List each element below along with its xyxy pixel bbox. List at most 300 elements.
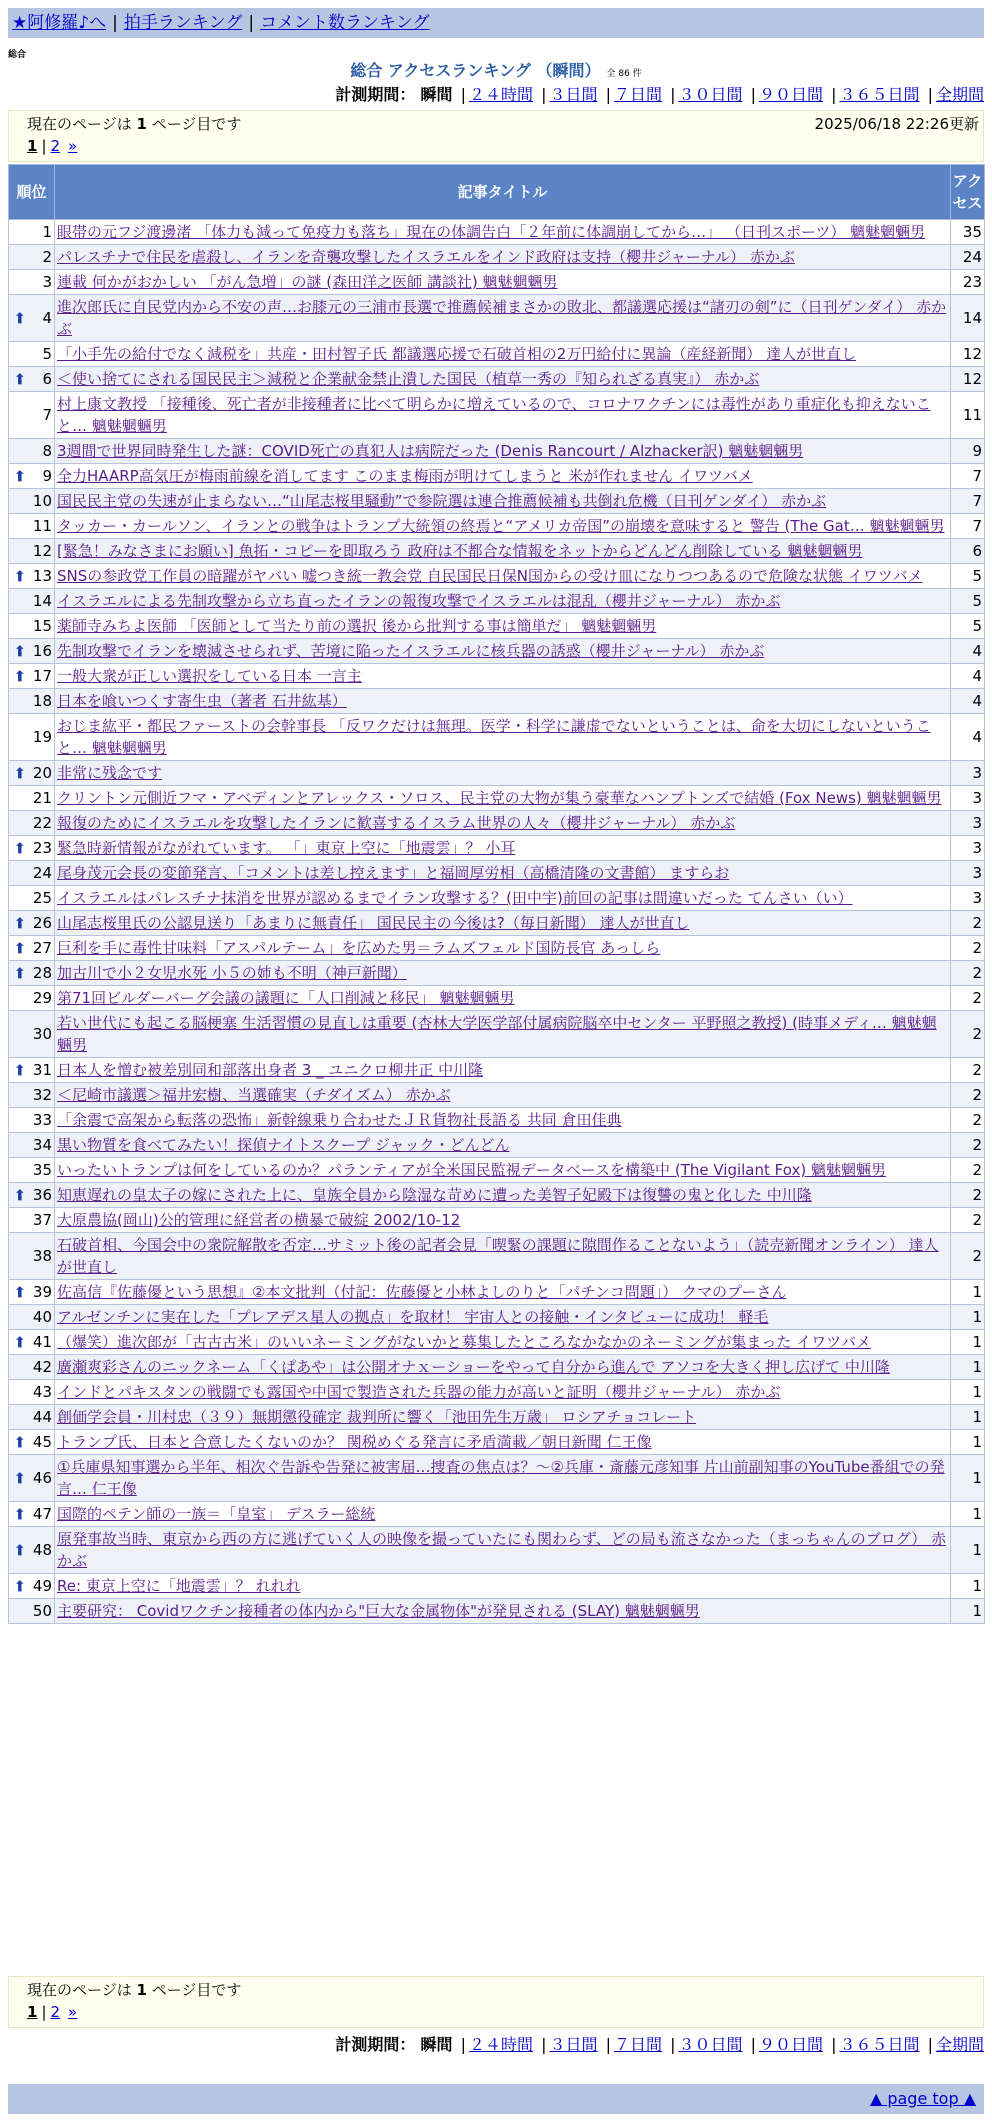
rank-number: 11 bbox=[32, 517, 52, 535]
title-cell bbox=[55, 714, 951, 761]
article-link[interactable]: いったいトランプは何をしているのか？パランティアが全米国民監視データベースを構築中 (The Vigilant Fox) 魑魅魍魎男 bbox=[57, 1161, 886, 1179]
article-link[interactable]: 日本人を憎む被差別同和部落出身者 3 _ ユニクロ柳井正 中川隆 bbox=[57, 1061, 484, 1079]
article-link[interactable]: インドとパキスタンの戦闘でも露国や中国で製造された兵器の能力が高いと証明（櫻井ジャーナル） 赤かぶ bbox=[57, 1383, 781, 1401]
rank-cell bbox=[9, 1158, 55, 1183]
rank-cell bbox=[9, 539, 55, 564]
home-link[interactable]: ★阿修羅♪へ bbox=[12, 13, 107, 33]
table-row bbox=[9, 1355, 985, 1380]
page-2-link[interactable]: 2 bbox=[50, 137, 61, 155]
current-page-text: 現在のページは 1 ページ目です bbox=[27, 1981, 242, 1999]
next-page-link[interactable]: » bbox=[68, 137, 78, 155]
article-link[interactable]: アルゼンチンに実在した「プレアデス星人の拠点」を取材！ 宇宙人との接触・インタビューに成功！ 軽毛 bbox=[57, 1308, 769, 1326]
article-link[interactable]: 眼帯の元フジ渡邊渚 「体力も減って免疫力も落ち」現在の体調告白「２年前に体調崩してから…」 （日刊スポーツ） 魑魅魍魎男 bbox=[57, 223, 926, 241]
rank-number: 1 bbox=[42, 223, 52, 241]
access-count: 2 bbox=[951, 1011, 985, 1058]
comment-ranking-link[interactable]: コメント数ランキング bbox=[260, 13, 430, 33]
rank-up-arrow-icon: ➡ bbox=[10, 1435, 29, 1449]
rank-cell bbox=[9, 911, 55, 936]
title-cell bbox=[55, 911, 951, 936]
article-link[interactable]: タッカー・カールソン、イランとの戦争はトランプ大統領の終焉と“アメリカ帝国”の崩壊を意味すると 警告 (The Gat… 魑魅魍魎男 bbox=[57, 517, 945, 535]
rank-number: 22 bbox=[32, 814, 52, 832]
access-count: 7 bbox=[951, 514, 985, 539]
article-link[interactable]: 国民民主党の失速が止まらない…“山尾志桜里騒動”で参院選は連合推薦候補も共倒れ危機（日刊ゲンダイ） 赤かぶ bbox=[57, 492, 827, 510]
rank-up-arrow-icon: ➡ bbox=[10, 372, 29, 386]
rank-number: 9 bbox=[42, 467, 52, 485]
rank-number: 12 bbox=[32, 542, 52, 560]
access-count: 3 bbox=[951, 761, 985, 786]
title-cell bbox=[55, 392, 951, 439]
rank-number: 27 bbox=[32, 939, 52, 957]
article-link[interactable]: 廣瀬爽彩さんのニックネーム「くぱあや」は公開オナｘーショーをやって自分から進んで アソコを大きく押し広げて 中川隆 bbox=[57, 1358, 890, 1376]
table-row bbox=[9, 1527, 985, 1574]
rank-cell bbox=[9, 811, 55, 836]
rank-up-arrow-icon: ➡ bbox=[10, 1285, 29, 1299]
article-link[interactable]: 国際的ペテン師の一族＝「皇室」 デスラー総統 bbox=[57, 1505, 376, 1523]
access-count: 23 bbox=[951, 270, 985, 295]
article-link[interactable]: 非常に残念です bbox=[57, 764, 163, 782]
nav-separator: | bbox=[248, 13, 255, 33]
rank-cell bbox=[9, 589, 55, 614]
period-selector-bottom: 計測期間： 瞬間 | ２４時間 | ３日間 | ７日間 | ３０日間 | ９０日間 | ３６５日間 | 全期間 bbox=[335, 2035, 984, 2054]
rank-number: 24 bbox=[32, 864, 52, 882]
title-cell bbox=[55, 614, 951, 639]
table-row bbox=[9, 614, 985, 639]
period-30d-link[interactable]: ３０日間 bbox=[678, 85, 743, 104]
rank-up-arrow-icon: ➡ bbox=[10, 841, 29, 855]
article-link[interactable]: ＜使い捨てにされる国民民主＞減税と企業献金禁止潰した国民（植草一秀の『知られざる真実』） 赤かぶ bbox=[57, 370, 760, 388]
rank-number: 50 bbox=[32, 1602, 52, 1620]
rank-number: 18 bbox=[32, 692, 52, 710]
access-count: 2 bbox=[951, 1183, 985, 1208]
table-row bbox=[9, 961, 985, 986]
access-count: 2 bbox=[951, 1133, 985, 1158]
title-cell bbox=[55, 1158, 951, 1183]
rank-up-arrow-icon: ➡ bbox=[10, 1579, 29, 1593]
period-90d-link[interactable]: ９０日間 bbox=[758, 85, 823, 104]
rank-number: 26 bbox=[32, 914, 52, 932]
period-90d-link[interactable]: ９０日間 bbox=[758, 2035, 823, 2054]
article-link[interactable]: 薬師寺みちよ医師 「医師として当たり前の選択 後から批判する事は簡単だ」 魑魅魍魎男 bbox=[57, 617, 657, 635]
access-count: 12 bbox=[951, 342, 985, 367]
rank-number: 49 bbox=[32, 1577, 52, 1595]
access-count: 3 bbox=[951, 811, 985, 836]
article-link[interactable]: トランプ氏、日本と合意したくないのか？ 関税めぐる発言に矛盾満載／朝日新聞 仁王像 bbox=[57, 1433, 652, 1451]
title-cell bbox=[55, 464, 951, 489]
rank-number: 6 bbox=[42, 370, 52, 388]
rank-cell bbox=[9, 1305, 55, 1330]
table-row bbox=[9, 1502, 985, 1527]
rank-cell bbox=[9, 1011, 55, 1058]
access-count: 2 bbox=[951, 1233, 985, 1280]
title-cell bbox=[55, 689, 951, 714]
title-cell bbox=[55, 1574, 951, 1599]
rank-cell bbox=[9, 564, 55, 589]
title-cell bbox=[55, 1502, 951, 1527]
table-row bbox=[9, 1430, 985, 1455]
access-count: 14 bbox=[951, 295, 985, 342]
table-row bbox=[9, 539, 985, 564]
section-label: 総合 bbox=[8, 50, 27, 60]
title-cell bbox=[55, 1405, 951, 1430]
updated-timestamp: 2025/06/18 22:26更新 bbox=[814, 115, 979, 133]
access-count: 7 bbox=[951, 464, 985, 489]
article-link[interactable]: 大原農協(岡山)公的管理に経営者の横暴で破綻 2002/10-12 bbox=[57, 1211, 461, 1229]
access-count: 11 bbox=[951, 392, 985, 439]
access-count: 5 bbox=[951, 614, 985, 639]
page-2-link[interactable]: 2 bbox=[50, 2003, 61, 2021]
rank-cell bbox=[9, 245, 55, 270]
rank-cell bbox=[9, 786, 55, 811]
article-link[interactable]: 「余震で高架から転落の恐怖」新幹線乗り合わせたＪＲ貨物社長語る 共同 倉田佳典 bbox=[57, 1111, 622, 1129]
rank-number: 37 bbox=[32, 1211, 52, 1229]
rank-cell bbox=[9, 936, 55, 961]
title-cell bbox=[55, 295, 951, 342]
access-count: 24 bbox=[951, 245, 985, 270]
table-row bbox=[9, 439, 985, 464]
access-count: 1 bbox=[951, 1455, 985, 1502]
rank-number: 25 bbox=[32, 889, 52, 907]
page-1-link[interactable]: 1 bbox=[27, 137, 38, 155]
article-link[interactable]: 緊急時新情報がながれています。 「」東京上空に「地震雲」？ 小耳 bbox=[57, 839, 516, 857]
table-row bbox=[9, 1599, 985, 1624]
ranking-title: 総合 アクセスランキング （瞬間） bbox=[350, 61, 601, 80]
rank-number: 4 bbox=[42, 309, 52, 327]
rank-number: 2 bbox=[42, 248, 52, 266]
rank-cell bbox=[9, 1108, 55, 1133]
table-row bbox=[9, 464, 985, 489]
table-row bbox=[9, 392, 985, 439]
title-cell bbox=[55, 1280, 951, 1305]
table-row bbox=[9, 886, 985, 911]
table-row bbox=[9, 1183, 985, 1208]
rank-up-arrow-icon: ➡ bbox=[10, 311, 29, 325]
next-page-link[interactable]: » bbox=[68, 2003, 78, 2021]
access-count: 4 bbox=[951, 714, 985, 761]
rank-up-arrow-icon: ➡ bbox=[10, 1507, 29, 1521]
rank-up-arrow-icon: ➡ bbox=[10, 1335, 29, 1349]
period-3d-link[interactable]: ３日間 bbox=[549, 85, 598, 104]
title-cell bbox=[55, 245, 951, 270]
table-row bbox=[9, 514, 985, 539]
rank-number: 31 bbox=[32, 1061, 52, 1079]
rank-number: 14 bbox=[32, 592, 52, 610]
title-cell bbox=[55, 936, 951, 961]
title-cell bbox=[55, 1083, 951, 1108]
table-row bbox=[9, 1058, 985, 1083]
rank-number: 20 bbox=[32, 764, 52, 782]
rank-up-arrow-icon: ➡ bbox=[10, 1063, 29, 1077]
rank-number: 8 bbox=[42, 442, 52, 460]
table-row bbox=[9, 811, 985, 836]
rank-cell bbox=[9, 270, 55, 295]
table-row bbox=[9, 664, 985, 689]
article-link[interactable]: 創価学会員・川村忠（３９）無期懲役確定 裁判所に響く「池田先生万歳」 ロシアチョコレート bbox=[57, 1408, 697, 1426]
article-link[interactable]: 3週間で世界同時発生した謎：COVID死亡の真犯人は病院だった (Denis Rancourt / Alzhacker訳) 魑魅魍魎男 bbox=[57, 442, 804, 460]
table-row bbox=[9, 489, 985, 514]
title-cell bbox=[55, 220, 951, 245]
table-row bbox=[9, 342, 985, 367]
title-cell bbox=[55, 539, 951, 564]
rank-cell bbox=[9, 1355, 55, 1380]
article-link[interactable]: 先制攻撃でイランを壊滅させられず、苦境に陥ったイスラエルに核兵器の誘惑（櫻井ジャーナル） 赤かぶ bbox=[57, 642, 765, 660]
article-link[interactable]: 若い世代にも起こる脳梗塞 生活習慣の見直しは重要 (杏林大学医学部付属病院脳卒中センター 平野照之教授) (時事メディ… 魑魅魍魎男 bbox=[57, 1014, 937, 1054]
nav-separator: | bbox=[112, 13, 118, 33]
article-link[interactable]: ＜尼崎市議選＞福井宏樹、当選確実（チダイズム） 赤かぶ bbox=[57, 1086, 451, 1104]
table-row bbox=[9, 911, 985, 936]
rank-cell bbox=[9, 367, 55, 392]
article-link[interactable]: 連載 何かがおかしい 「がん急増」の謎 (森田洋之医師 講談社) 魑魅魍魎男 bbox=[57, 273, 558, 291]
article-link[interactable]: クリントン元側近フマ・アベディンとアレックス・ソロス、民主党の大物が集う豪華なハンプトンズで結婚 (Fox News) 魑魅魍魎男 bbox=[57, 789, 942, 807]
article-link[interactable]: 「小手先の給付でなく減税を」共産・田村智子氏 都議選応援で石破首相の2万円給付に異論（産経新聞） 達人が世直し bbox=[57, 345, 857, 363]
page-title bbox=[8, 60, 984, 85]
table-row bbox=[9, 1158, 985, 1183]
access-count: 3 bbox=[951, 836, 985, 861]
article-link[interactable]: 知恵遅れの皇太子の嫁にされた上に、皇族全員から陰湿な苛めに遭った美智子妃殿下は復讐の鬼と化した 中川隆 bbox=[57, 1186, 812, 1204]
access-count: 6 bbox=[951, 539, 985, 564]
table-row bbox=[9, 639, 985, 664]
access-count: 2 bbox=[951, 1058, 985, 1083]
rank-cell bbox=[9, 514, 55, 539]
rank-cell bbox=[9, 689, 55, 714]
article-link[interactable]: Re: 東京上空に「地震雲」？ れれれ bbox=[57, 1577, 301, 1595]
rank-cell bbox=[9, 439, 55, 464]
rank-cell bbox=[9, 886, 55, 911]
title-cell bbox=[55, 836, 951, 861]
rank-up-arrow-icon: ➡ bbox=[10, 941, 29, 955]
title-cell bbox=[55, 1058, 951, 1083]
rank-number: 41 bbox=[32, 1333, 52, 1351]
article-link[interactable]: イスラエルによる先制攻撃から立ち直ったイランの報復攻撃でイスラエルは混乱（櫻井ジャーナル） 赤かぶ bbox=[57, 592, 781, 610]
title-cell bbox=[55, 489, 951, 514]
period-all-link[interactable]: 全期間 bbox=[935, 85, 984, 104]
table-row bbox=[9, 1280, 985, 1305]
title-cell bbox=[55, 1380, 951, 1405]
rank-number: 42 bbox=[32, 1358, 52, 1376]
access-count: 2 bbox=[951, 961, 985, 986]
clap-ranking-link[interactable]: 拍手ランキング bbox=[123, 13, 243, 33]
period-24h-link[interactable]: ２４時間 bbox=[468, 85, 533, 104]
access-count: 3 bbox=[951, 861, 985, 886]
rank-number: 35 bbox=[32, 1161, 52, 1179]
rank-cell bbox=[9, 1455, 55, 1502]
period-selector-top: 計測期間： 瞬間 | ２４時間 | ３日間 | ７日間 | ３０日間 | ９０日間 | ３６５日間 | 全期間 bbox=[335, 85, 984, 104]
rank-number: 19 bbox=[32, 728, 52, 746]
article-link[interactable]: 進次郎氏に自民党内から不安の声…お膝元の三浦市長選で推薦候補まさかの敗北、都議選応援は“諸刃の剣”に（日刊ゲンダイ） 赤かぶ bbox=[57, 298, 947, 338]
article-link[interactable]: 第71回ビルダーバーグ会議の議題に「人口削減と移民」 魑魅魍魎男 bbox=[57, 989, 515, 1007]
rank-number: 46 bbox=[32, 1469, 52, 1487]
rank-cell bbox=[9, 1405, 55, 1430]
access-count: 3 bbox=[951, 786, 985, 811]
access-count: 9 bbox=[951, 439, 985, 464]
rank-cell bbox=[9, 1183, 55, 1208]
article-link[interactable]: （爆笑）進次郎が「古古古米」のいいネーミングがないかと募集したところなかなかのネーミングが集まった イワツバメ bbox=[57, 1333, 871, 1351]
period-3d-link[interactable]: ３日間 bbox=[549, 2035, 598, 2054]
period-30d-link[interactable]: ３０日間 bbox=[678, 2035, 743, 2054]
table-row bbox=[9, 1233, 985, 1280]
rank-up-arrow-icon: ➡ bbox=[10, 469, 29, 483]
ranking-rows bbox=[9, 220, 985, 1624]
rank-cell bbox=[9, 861, 55, 886]
page-1-link[interactable]: 1 bbox=[27, 2003, 38, 2021]
rank-cell bbox=[9, 1083, 55, 1108]
article-link[interactable]: 主要研究： Covidワクチン接種者の体内から"巨大な金属物体"が発見される (SLAY) 魑魅魍魎男 bbox=[57, 1602, 700, 1620]
rank-up-arrow-icon: ➡ bbox=[10, 569, 29, 583]
rank-number: 5 bbox=[42, 345, 52, 363]
article-link[interactable]: 山尾志桜里氏の公認見送り「あまりに無責任」 国民民主の今後は?（毎日新聞） 達人が世直し bbox=[57, 914, 690, 932]
article-link[interactable]: 黒い物質を食べてみたい！探偵ナイトスクープ ジャック・どんどん bbox=[57, 1136, 510, 1154]
rank-cell bbox=[9, 464, 55, 489]
table-row bbox=[9, 367, 985, 392]
title-cell bbox=[55, 961, 951, 986]
table-row bbox=[9, 1011, 985, 1058]
rank-number: 29 bbox=[32, 989, 52, 1007]
title-cell bbox=[55, 1330, 951, 1355]
period-label: 計測期間： bbox=[335, 85, 416, 104]
rank-cell bbox=[9, 639, 55, 664]
article-link[interactable]: 一般大衆が正しい選択をしている日本 一言主 bbox=[57, 667, 362, 685]
article-link[interactable]: おじま紘平・都民ファーストの会幹事長 「反ワクだけは無理。医学・科学に謙虚でないということは、命を大切にしないということ… 魑魅魍魎男 bbox=[57, 717, 931, 757]
article-link[interactable]: イスラエルはパレスチナ抹消を世界が認めるまでイラン攻撃する？(田中宇)前回の記事は間違いだった てんさい（い） bbox=[57, 889, 853, 907]
table-row bbox=[9, 1574, 985, 1599]
period-all-link[interactable]: 全期間 bbox=[935, 2035, 984, 2054]
title-cell bbox=[55, 1527, 951, 1574]
access-count: 1 bbox=[951, 1502, 985, 1527]
title-cell bbox=[55, 761, 951, 786]
rank-cell bbox=[9, 714, 55, 761]
title-cell bbox=[55, 1305, 951, 1330]
pager-top: 1 | 2 » bbox=[27, 137, 78, 155]
rank-cell bbox=[9, 392, 55, 439]
title-cell bbox=[55, 1108, 951, 1133]
page-top-link[interactable]: ▲ page top ▲ bbox=[869, 2089, 976, 2108]
title-cell bbox=[55, 367, 951, 392]
table-row bbox=[9, 1380, 985, 1405]
rank-cell bbox=[9, 664, 55, 689]
title-cell bbox=[55, 1430, 951, 1455]
period-label: 計測期間： bbox=[335, 2035, 416, 2054]
rank-cell bbox=[9, 1208, 55, 1233]
access-count: 1 bbox=[951, 1527, 985, 1574]
article-link[interactable]: ①兵庫県知事選から半年、相次ぐ告訴や告発に被害届…捜査の焦点は？〜②兵庫・斎藤元彦知事 片山前副知事のYouTube番組での発言… 仁王像 bbox=[57, 1458, 945, 1498]
rank-up-arrow-icon: ➡ bbox=[10, 916, 29, 930]
table-row bbox=[9, 1133, 985, 1158]
table-row bbox=[9, 1208, 985, 1233]
title-cell bbox=[55, 514, 951, 539]
table-row bbox=[9, 295, 985, 342]
table-row bbox=[9, 761, 985, 786]
rank-number: 23 bbox=[32, 839, 52, 857]
article-link[interactable]: 日本を喰いつくす寄生虫（著者 石井紘基） bbox=[57, 692, 347, 710]
period-current: 瞬間 bbox=[420, 2035, 453, 2054]
rank-cell bbox=[9, 1133, 55, 1158]
title-cell bbox=[55, 786, 951, 811]
access-count: 4 bbox=[951, 664, 985, 689]
table-row bbox=[9, 936, 985, 961]
rank-up-arrow-icon: ➡ bbox=[10, 669, 29, 683]
rank-up-arrow-icon: ➡ bbox=[10, 1543, 29, 1557]
rank-cell bbox=[9, 1502, 55, 1527]
article-link[interactable]: パレスチナで住民を虐殺し、イランを奇襲攻撃したイスラエルをインド政府は支持（櫻井ジャーナル） 赤かぶ bbox=[57, 248, 795, 266]
title-cell bbox=[55, 1455, 951, 1502]
current-page-text: 現在のページは 1 ページ目です bbox=[27, 115, 242, 133]
rank-cell bbox=[9, 961, 55, 986]
access-count: 1 bbox=[951, 1599, 985, 1624]
article-link[interactable]: 村上康文教授 「接種後、死亡者が非接種者に比べて明らかに増えているので、コロナワクチンには毒性があり重症化も抑えないこと… 魑魅魍魎男 bbox=[57, 395, 931, 435]
rank-cell bbox=[9, 220, 55, 245]
title-cell bbox=[55, 639, 951, 664]
title-cell bbox=[55, 1208, 951, 1233]
access-count: 2 bbox=[951, 936, 985, 961]
access-count: 35 bbox=[951, 220, 985, 245]
title-cell bbox=[55, 589, 951, 614]
rank-number: 21 bbox=[32, 789, 52, 807]
article-link[interactable]: 石破首相、今国会中の衆院解散を否定…サミット後の記者会見「喫緊の課題に隙間作ることないよう」（読売新聞オンライン） 達人が世直し bbox=[57, 1236, 939, 1276]
rank-cell bbox=[9, 1380, 55, 1405]
col-rank-header: 順位 bbox=[9, 165, 55, 220]
period-365d-link[interactable]: ３６５日間 bbox=[839, 2035, 920, 2054]
rank-number: 15 bbox=[32, 617, 52, 635]
ranking-table bbox=[8, 164, 985, 1624]
rank-up-arrow-icon: ➡ bbox=[10, 1188, 29, 1202]
rank-cell bbox=[9, 1430, 55, 1455]
title-cell bbox=[55, 342, 951, 367]
article-link[interactable]: 報復のためにイスラエルを攻撃したイランに歓喜するイスラム世界の人々（櫻井ジャーナル） 赤かぶ bbox=[57, 814, 736, 832]
rank-number: 39 bbox=[32, 1283, 52, 1301]
access-count: 2 bbox=[951, 1083, 985, 1108]
col-title-header: 記事タイトル bbox=[55, 165, 951, 220]
access-count: 12 bbox=[951, 367, 985, 392]
rank-number: 28 bbox=[32, 964, 52, 982]
rank-up-arrow-icon: ➡ bbox=[10, 644, 29, 658]
access-count: 5 bbox=[951, 564, 985, 589]
access-count: 2 bbox=[951, 986, 985, 1011]
access-count: 4 bbox=[951, 689, 985, 714]
rank-up-arrow-icon: ➡ bbox=[10, 966, 29, 980]
access-count: 2 bbox=[951, 1158, 985, 1183]
period-365d-link[interactable]: ３６５日間 bbox=[839, 85, 920, 104]
rank-cell bbox=[9, 986, 55, 1011]
article-link[interactable]: 巨利を手に毒性甘味料「アスパルテーム」を広めた男＝ラムズフェルド国防長官 あっしら bbox=[57, 939, 661, 957]
article-link[interactable]: SNSの参政党工作員の暗躍がヤバい 嘘つき統一教会党 自民国民日保N国からの受け皿になりつつあるので危険な状態 イワツバメ bbox=[57, 567, 923, 585]
title-cell bbox=[55, 886, 951, 911]
period-24h-link[interactable]: ２４時間 bbox=[468, 2035, 533, 2054]
article-link[interactable]: [緊急！みなさまにお願い] 魚拓・コピーを即取ろう 政府は不都合な情報をネットからどんどん削除している 魑魅魍魎男 bbox=[57, 542, 863, 560]
article-link[interactable]: 加古川で小２女児水死 小５の姉も不明（神戸新聞） bbox=[57, 964, 407, 982]
table-row bbox=[9, 1330, 985, 1355]
table-row bbox=[9, 270, 985, 295]
table-row bbox=[9, 786, 985, 811]
article-link[interactable]: 佐高信『佐藤優という思想』②本文批判（付記：佐藤優と小林よしのりと「パチンコ問題」） クマのプーさん bbox=[57, 1283, 787, 1301]
period-7d-link[interactable]: ７日間 bbox=[613, 2035, 662, 2054]
rank-number: 38 bbox=[32, 1247, 52, 1265]
rank-number: 3 bbox=[42, 273, 52, 291]
rank-up-arrow-icon: ➡ bbox=[10, 766, 29, 780]
title-cell bbox=[55, 1133, 951, 1158]
table-row bbox=[9, 589, 985, 614]
table-row bbox=[9, 714, 985, 761]
article-link[interactable]: 原発事故当時、東京から西の方に逃げていく人の映像を撮っていたにも関わらず、どの局も流さなかった（まっちゃんのブログ） 赤かぶ bbox=[57, 1530, 947, 1570]
period-7d-link[interactable]: ７日間 bbox=[613, 85, 662, 104]
title-cell bbox=[55, 986, 951, 1011]
article-link[interactable]: 全力HAARP高気圧が梅雨前線を消してます このまま梅雨が明けてしまうと 米が作れません イワツバメ bbox=[57, 467, 753, 485]
access-count: 1 bbox=[951, 1305, 985, 1330]
title-cell bbox=[55, 861, 951, 886]
access-count: 1 bbox=[951, 1380, 985, 1405]
title-cell bbox=[55, 564, 951, 589]
rank-number: 16 bbox=[32, 642, 52, 660]
table-row bbox=[9, 861, 985, 886]
article-link[interactable]: 尾身茂元会長の変節発言、「コメントは差し控えます」と福岡厚労相（高橋清隆の文書館） ますらお bbox=[57, 864, 730, 882]
